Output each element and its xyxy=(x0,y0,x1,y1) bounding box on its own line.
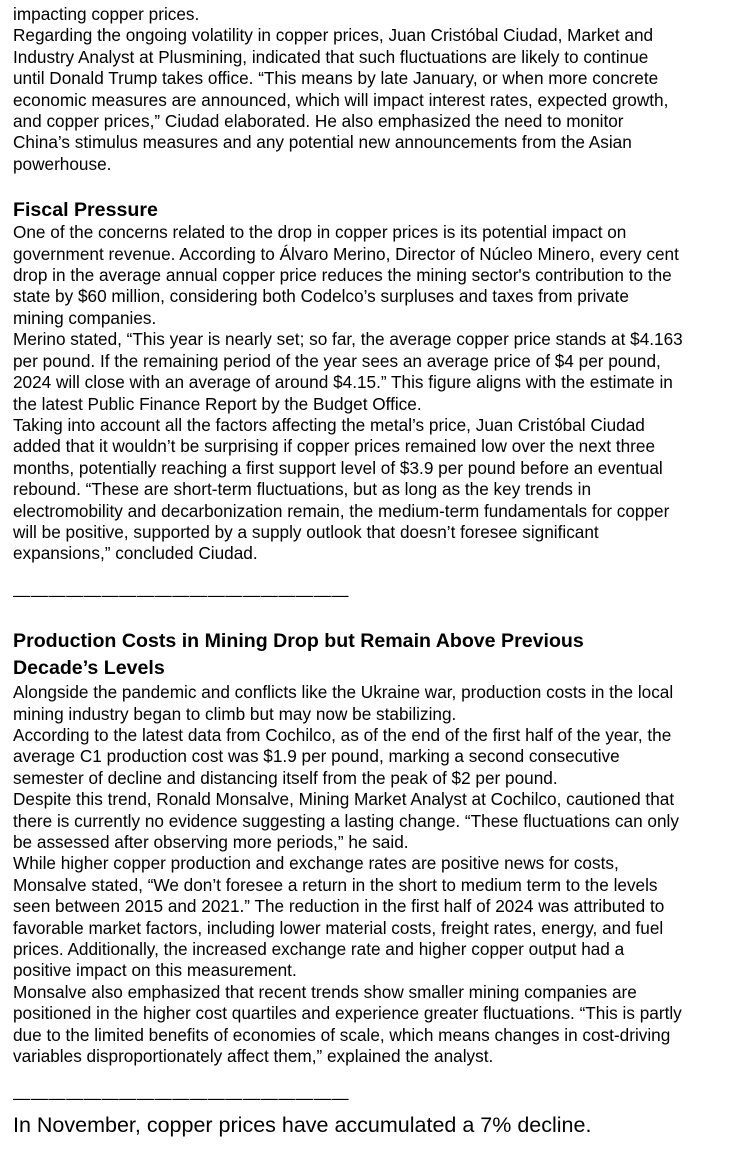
intro-section xyxy=(13,4,743,175)
text-line: state by $60 million, considering both Codelco’s surpluses and taxes from private xyxy=(13,286,629,307)
section-heading-line-2: Decade’s Levels xyxy=(13,657,165,680)
text-line: electromobility and decarbonization remain, the medium-term fundamentals for copper xyxy=(13,500,670,521)
article-body xyxy=(13,4,743,1138)
text-line: impacting copper prices. xyxy=(13,4,200,24)
text-line: rebound. “These are short-term fluctuations, but as long as the key trends in xyxy=(13,479,591,500)
text-line: positioned in the higher cost quartiles and experience greater fluctuations. “This is partly xyxy=(13,1003,682,1024)
text-line: Taking into account all the factors affecting the metal’s price, Juan Cristóbal Ciudad xyxy=(13,414,645,435)
text-line: powerhouse. xyxy=(13,153,112,174)
text-line: expansions,” concluded Ciudad. xyxy=(13,543,258,564)
text-line: and copper prices,” Ciudad elaborated. He also emphasized the need to monitor xyxy=(13,111,624,132)
text-line: seen between 2015 and 2021.” The reduction in the first half of 2024 was attributed to xyxy=(13,896,665,917)
text-line: average C1 production cost was $1.9 per pound, marking a second consecutive xyxy=(13,746,620,767)
closing-statement: In November, copper prices have accumulated a 7% decline. xyxy=(13,1112,592,1137)
text-line: be assessed after observing more periods,” he said. xyxy=(13,832,409,852)
text-line: China’s stimulus measures and any potential new announcements from the Asian xyxy=(13,132,632,153)
text-line: semester of decline and distancing itself from the peak of $2 per pound. xyxy=(13,767,558,788)
text-line: drop in the average annual copper price reduces the mining sector's contribution to the xyxy=(13,265,672,286)
text-line: While higher copper production and exchange rates are positive news for costs, xyxy=(13,853,619,874)
text-line: Monsalve also emphasized that recent trends show smaller mining companies are xyxy=(13,981,637,1002)
text-line: Industry Analyst at Plusmining, indicated that such fluctuations are likely to continue xyxy=(13,46,649,67)
text-line: Regarding the ongoing volatility in copper prices, Juan Cristóbal Ciudad, Market and xyxy=(13,25,654,46)
text-line: One of the concerns related to the drop in copper prices is its potential impact on xyxy=(13,222,627,243)
section-divider: ——————————————————— xyxy=(13,584,350,605)
text-line: mining companies. xyxy=(13,307,157,328)
text-line: added that it wouldn’t be surprising if copper prices remained low over the next three xyxy=(13,436,656,457)
text-line: variables disproportionately affect them,” explained the analyst. xyxy=(13,1046,494,1067)
text-line: economic measures are announced, which will impact interest rates, expected growth, xyxy=(13,89,669,110)
text-line: 2024 will close with an average of around $4.15.” This figure aligns with the estimate in xyxy=(13,372,673,393)
section-divider: ——————————————————— xyxy=(13,1088,350,1109)
text-line: mining industry began to climb but may now be stabilizing. xyxy=(13,703,457,724)
text-line: until Donald Trump takes office. “This means by late January, or when more concrete xyxy=(13,68,659,89)
text-line: Merino stated, “This year is nearly set; so far, the average copper price stands at $4.163 xyxy=(13,329,683,350)
text-line: will be positive, supported by a supply outlook that doesn’t foresee significant xyxy=(13,521,599,542)
text-line: Monsalve stated, “We don’t foresee a return in the short to medium term to the levels xyxy=(13,874,658,895)
text-line: the latest Public Finance Report by the Budget Office. xyxy=(13,393,422,414)
text-line: prices. Additionally, the increased exchange rate and higher copper output had a xyxy=(13,939,625,960)
text-line: favorable market factors, including lower material costs, freight rates, energy, and fuel xyxy=(13,917,664,938)
text-line: According to the latest data from Cochilco, as of the end of the first half of the year, the xyxy=(13,724,672,745)
text-line: per pound. If the remaining period of the year sees an average price of $4 per pound, xyxy=(13,350,661,371)
text-line: positive impact on this measurement. xyxy=(13,960,297,981)
text-line: months, potentially reaching a first support level of $3.9 per pound before an eventual xyxy=(13,457,663,478)
section-heading-line-1: Production Costs in Mining Drop but Remain Above Previous xyxy=(13,630,584,653)
text-line: Despite this trend, Ronald Monsalve, Mining Market Analyst at Cochilco, cautioned that xyxy=(13,789,675,810)
production-section xyxy=(13,628,743,1067)
section-heading: Fiscal Pressure xyxy=(13,199,158,222)
fiscal-section xyxy=(13,198,743,565)
text-line: government revenue. According to Álvaro Merino, Director of Núcleo Minero, every cent xyxy=(13,243,679,264)
text-line: due to the limited benefits of economies of scale, which means changes in cost-driving xyxy=(13,1024,671,1045)
text-line: Alongside the pandemic and conflicts like the Ukraine war, production costs in the local xyxy=(13,682,674,703)
text-line: there is currently no evidence suggesting a lasting change. “These fluctuations can only xyxy=(13,810,679,831)
